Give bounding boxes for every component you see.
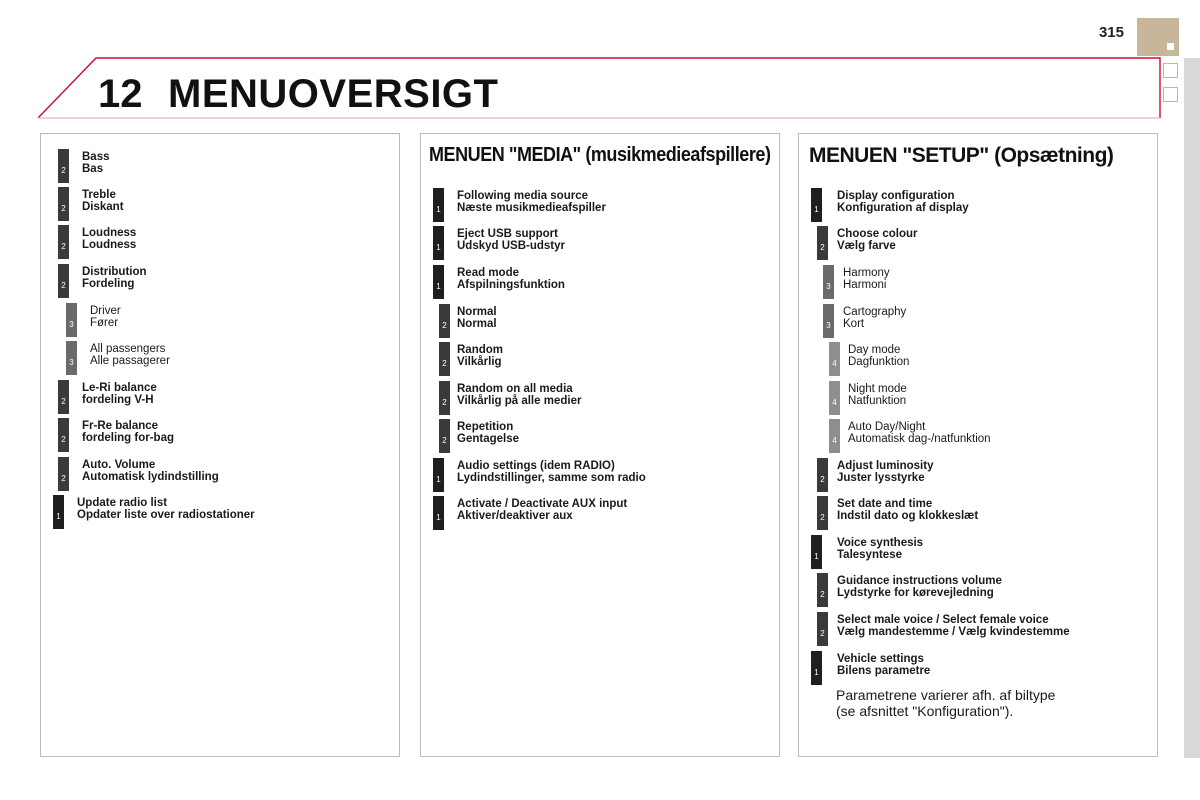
item-label-da: Vilkårlig	[457, 356, 502, 368]
item-label-da: Indstil dato og klokkeslæt	[837, 510, 979, 522]
panel-setup-menu	[798, 133, 1158, 757]
item-label-da: Næste musikmedieafspiller	[457, 202, 606, 214]
item-label-en: Auto. Volume	[82, 459, 156, 471]
item-label-da: Normal	[457, 318, 497, 330]
level-badge: 2	[58, 149, 69, 183]
item-label-da: Bilens parametre	[837, 665, 931, 677]
item-label-da: Alle passagerer	[90, 355, 170, 367]
footnote-line-2: (se afsnittet "Konfiguration").	[836, 703, 1014, 719]
item-label-da: Automatisk lydindstilling	[82, 471, 219, 483]
level-badge: 1	[53, 495, 64, 529]
level-badge: 1	[433, 188, 444, 222]
level-badge: 1	[433, 226, 444, 260]
page-side-bar	[1184, 58, 1200, 758]
item-label-en: Audio settings (idem RADIO)	[457, 460, 615, 472]
panel-title-media: MENUEN "MEDIA" (musikmedieafspillere)	[429, 144, 771, 166]
level-badge: 2	[817, 226, 828, 260]
item-label-en: Display configuration	[837, 190, 955, 202]
level-badge: 1	[433, 458, 444, 492]
item-label-da: Aktiver/deaktiver aux	[457, 510, 573, 522]
level-badge: 4	[829, 419, 840, 453]
setup-footnote	[836, 687, 1055, 719]
level-badge: 2	[817, 496, 828, 530]
level-badge: 2	[58, 225, 69, 259]
level-badge: 1	[811, 651, 822, 685]
item-label-da: Vilkårlig på alle medier	[457, 395, 582, 407]
level-badge: 2	[439, 381, 450, 415]
level-badge: 2	[817, 458, 828, 492]
item-label-da: Opdater liste over radiostationer	[77, 509, 255, 521]
level-badge: 1	[811, 535, 822, 569]
item-label-da: Diskant	[82, 201, 124, 213]
level-badge: 1	[811, 188, 822, 222]
item-label-en: Read mode	[457, 267, 519, 279]
item-label-en: Update radio list	[77, 497, 168, 509]
panel-audio-settings	[40, 133, 400, 757]
item-label-en: Set date and time	[837, 498, 933, 510]
item-label-en: Following media source	[457, 190, 588, 202]
item-label-da: Vælg farve	[837, 240, 896, 252]
item-label-en: Night mode	[848, 383, 907, 395]
level-badge: 2	[58, 418, 69, 452]
item-label-da: Loudness	[82, 239, 137, 251]
level-badge: 1	[433, 496, 444, 530]
item-label-en: Bass	[82, 151, 110, 163]
item-label-da: Lydstyrke for kørevejledning	[837, 587, 994, 599]
level-badge: 3	[823, 304, 834, 338]
item-label-da: fordeling V-H	[82, 394, 154, 406]
item-label-en: Repetition	[457, 421, 514, 433]
item-label-en: Choose colour	[837, 228, 918, 240]
item-label-da: Fordeling	[82, 278, 135, 290]
item-label-en: Harmony	[843, 267, 890, 279]
level-badge: 2	[817, 612, 828, 646]
level-badge: 2	[58, 457, 69, 491]
item-label-da: Dagfunktion	[848, 356, 910, 368]
item-label-en: Auto Day/Night	[848, 421, 926, 433]
item-label-da: Afspilningsfunktion	[457, 279, 565, 291]
item-label-en: Normal	[457, 306, 497, 318]
panel-title-setup: MENUEN "SETUP" (Opsætning)	[809, 144, 1114, 167]
level-badge: 2	[58, 380, 69, 414]
chapter-title: MENUOVERSIGT	[168, 72, 499, 116]
level-badge: 4	[829, 342, 840, 376]
item-label-en: Voice synthesis	[837, 537, 924, 549]
item-label-en: Eject USB support	[457, 228, 558, 240]
item-label-en: Random	[457, 344, 503, 356]
level-badge: 3	[66, 303, 77, 337]
item-label-en: Treble	[82, 189, 116, 201]
item-label-en: Fr-Re balance	[82, 420, 159, 432]
chapter-number: 12	[98, 72, 143, 116]
item-label-da: fordeling for-bag	[82, 432, 174, 444]
item-label-en: Random on all media	[457, 383, 573, 395]
item-label-da: Harmoni	[843, 279, 887, 291]
item-label-da: Konfiguration af display	[837, 202, 969, 214]
item-label-da: Lydindstillinger, samme som radio	[457, 472, 646, 484]
item-label-da: Natfunktion	[848, 395, 907, 407]
item-label-da: Gentagelse	[457, 433, 519, 445]
level-badge: 2	[817, 573, 828, 607]
item-label-en: Vehicle settings	[837, 653, 924, 665]
item-label-en: Cartography	[843, 306, 907, 318]
level-badge: 2	[439, 304, 450, 338]
item-label-en: Guidance instructions volume	[837, 575, 1002, 587]
level-badge: 2	[439, 419, 450, 453]
footnote-line-1: Parametrene varierer afh. af biltype	[836, 687, 1056, 703]
item-label-en: Loudness	[82, 227, 137, 239]
item-label-en: Activate / Deactivate AUX input	[457, 498, 628, 510]
item-label-en: Adjust luminosity	[837, 460, 934, 472]
item-label-en: Driver	[90, 305, 121, 317]
item-label-en: Le-Ri balance	[82, 382, 157, 394]
item-label-en: Select male voice / Select female voice	[837, 614, 1049, 626]
item-label-en: All passengers	[90, 343, 166, 355]
item-label-da: Juster lysstyrke	[837, 472, 925, 484]
level-badge: 3	[823, 265, 834, 299]
item-label-da: Udskyd USB-udstyr	[457, 240, 565, 252]
level-badge: 1	[433, 265, 444, 299]
level-badge: 3	[66, 341, 77, 375]
item-label-da: Automatisk dag-/natfunktion	[848, 433, 991, 445]
level-badge: 2	[439, 342, 450, 376]
item-label-da: Vælg mandestemme / Vælg kvindestemme	[837, 626, 1070, 638]
item-label-da: Talesyntese	[837, 549, 902, 561]
page-number: 315	[1098, 24, 1124, 41]
item-label-en: Day mode	[848, 344, 901, 356]
item-label-en: Distribution	[82, 266, 147, 278]
level-badge: 2	[58, 264, 69, 298]
item-label-da: Kort	[843, 318, 865, 330]
level-badge: 2	[58, 187, 69, 221]
item-label-da: Fører	[90, 317, 119, 329]
level-badge: 4	[829, 381, 840, 415]
item-label-da: Bas	[82, 163, 104, 175]
panel-media-menu	[420, 133, 780, 757]
